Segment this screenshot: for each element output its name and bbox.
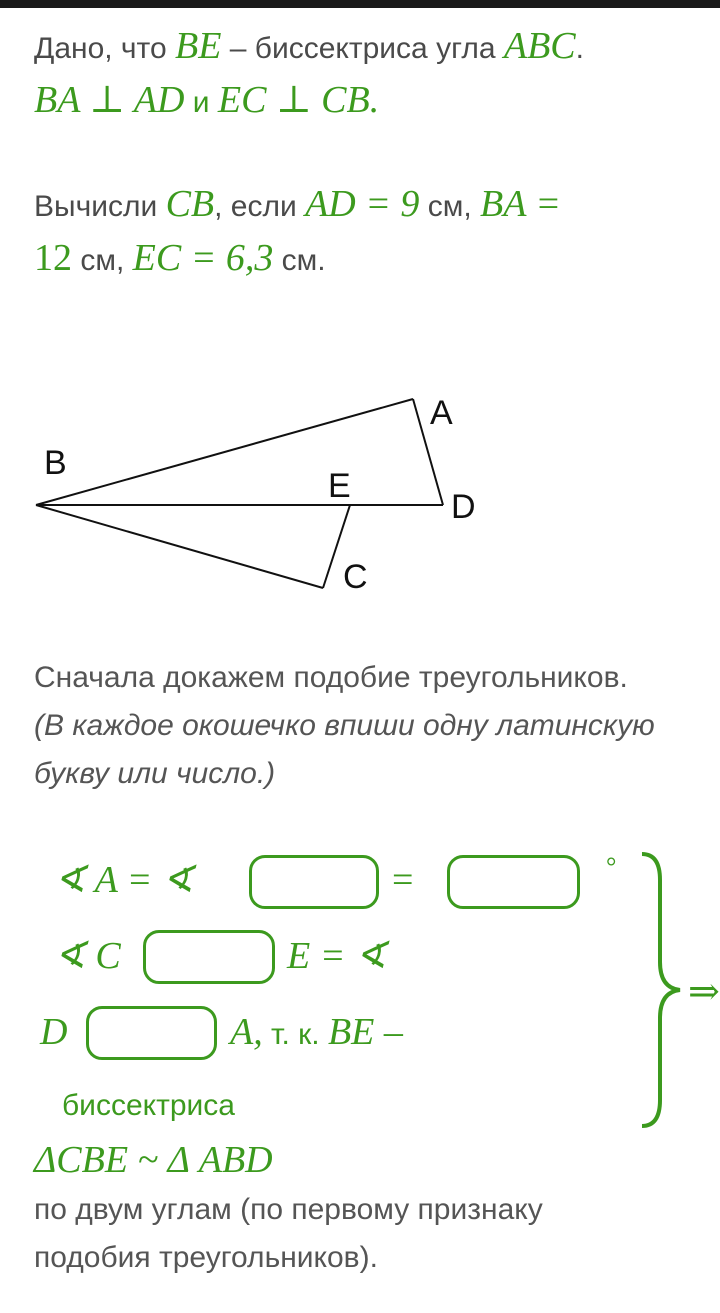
math-ba-perp-ad: BA ⊥ AD <box>34 79 185 121</box>
statement-text: Дано, что <box>34 32 175 65</box>
diagram-lines <box>36 399 443 588</box>
instruction-line-1: Сначала докажем подобие треугольников. <box>34 661 628 694</box>
proof-row-1-start <box>54 856 194 907</box>
statement-line-1 <box>34 22 584 73</box>
math-ec-perp-cb: EC ⊥ CB. <box>217 79 380 121</box>
answer-box-1[interactable] <box>249 855 379 909</box>
similarity-statement <box>34 1136 273 1187</box>
question-line-1 <box>34 180 561 231</box>
conclusion-line-2: подобия треугольников). <box>34 1241 378 1274</box>
proof-row-2-start <box>54 932 121 983</box>
proof-text: т. к. <box>262 1018 328 1051</box>
instruction-line-3: букву или число.) <box>34 757 276 790</box>
degree-sign <box>606 842 616 891</box>
proof-row-1-eq <box>392 856 413 907</box>
math-implies: ⇒ <box>688 971 720 1013</box>
triangle-diagram <box>0 380 720 610</box>
question-text: Вычисли <box>34 190 166 223</box>
question-text: см, <box>72 244 133 277</box>
math-ba: BA = <box>480 183 561 225</box>
implies-arrow-icon <box>688 968 720 1019</box>
label-c: C <box>343 558 368 596</box>
answer-box-3[interactable] <box>143 930 275 984</box>
math-a: A, <box>230 1011 263 1053</box>
proof-row-4: биссектриса <box>62 1089 235 1122</box>
status-bar <box>0 0 720 8</box>
proof-row-2-end <box>287 932 387 983</box>
math-similar-triangles: ΔCBE ~ Δ ABD <box>34 1139 273 1181</box>
math-abc: ABC <box>503 25 576 67</box>
question-line-2 <box>34 234 326 285</box>
label-e: E <box>328 467 351 505</box>
conclusion-line-1: по двум углам (по первому признаку <box>34 1193 543 1226</box>
math-d: D <box>40 1011 68 1053</box>
question-text: , если <box>214 190 306 223</box>
math-be-dash: BE – <box>327 1011 403 1053</box>
label-b: B <box>44 444 67 482</box>
math-angle-a: ∢ A = ∢ <box>54 859 194 901</box>
math-equals: = <box>392 859 414 901</box>
label-d: D <box>451 488 476 526</box>
math-cb: CB <box>165 183 215 225</box>
math-angle-c: ∢ C <box>54 935 121 977</box>
statement-line-2 <box>34 76 379 127</box>
answer-box-2[interactable] <box>447 855 580 909</box>
label-a: A <box>430 394 453 432</box>
math-angle-e: E = ∢ <box>287 935 387 977</box>
math-ec: EC = 6,3 <box>132 237 274 279</box>
proof-row-3-start <box>40 1008 67 1059</box>
answer-box-4[interactable] <box>86 1006 217 1060</box>
proof-row-3-end <box>230 1008 403 1059</box>
question-text: см, <box>419 190 481 223</box>
math-be: BE <box>174 25 222 67</box>
math-ad: AD = 9 <box>305 183 420 225</box>
statement-text: . <box>575 32 584 65</box>
math-12: 12 <box>34 237 72 279</box>
statement-text: – биссектриса угла <box>221 32 504 65</box>
question-text: см. <box>273 244 326 277</box>
right-brace-icon <box>630 850 690 1135</box>
segment-ba <box>36 399 413 505</box>
segment-bc <box>36 505 323 588</box>
math-degree: ° <box>606 852 617 881</box>
statement-text: и <box>184 86 218 119</box>
instruction-line-2: (В каждое окошечко впиши одну латинскую <box>34 709 655 742</box>
